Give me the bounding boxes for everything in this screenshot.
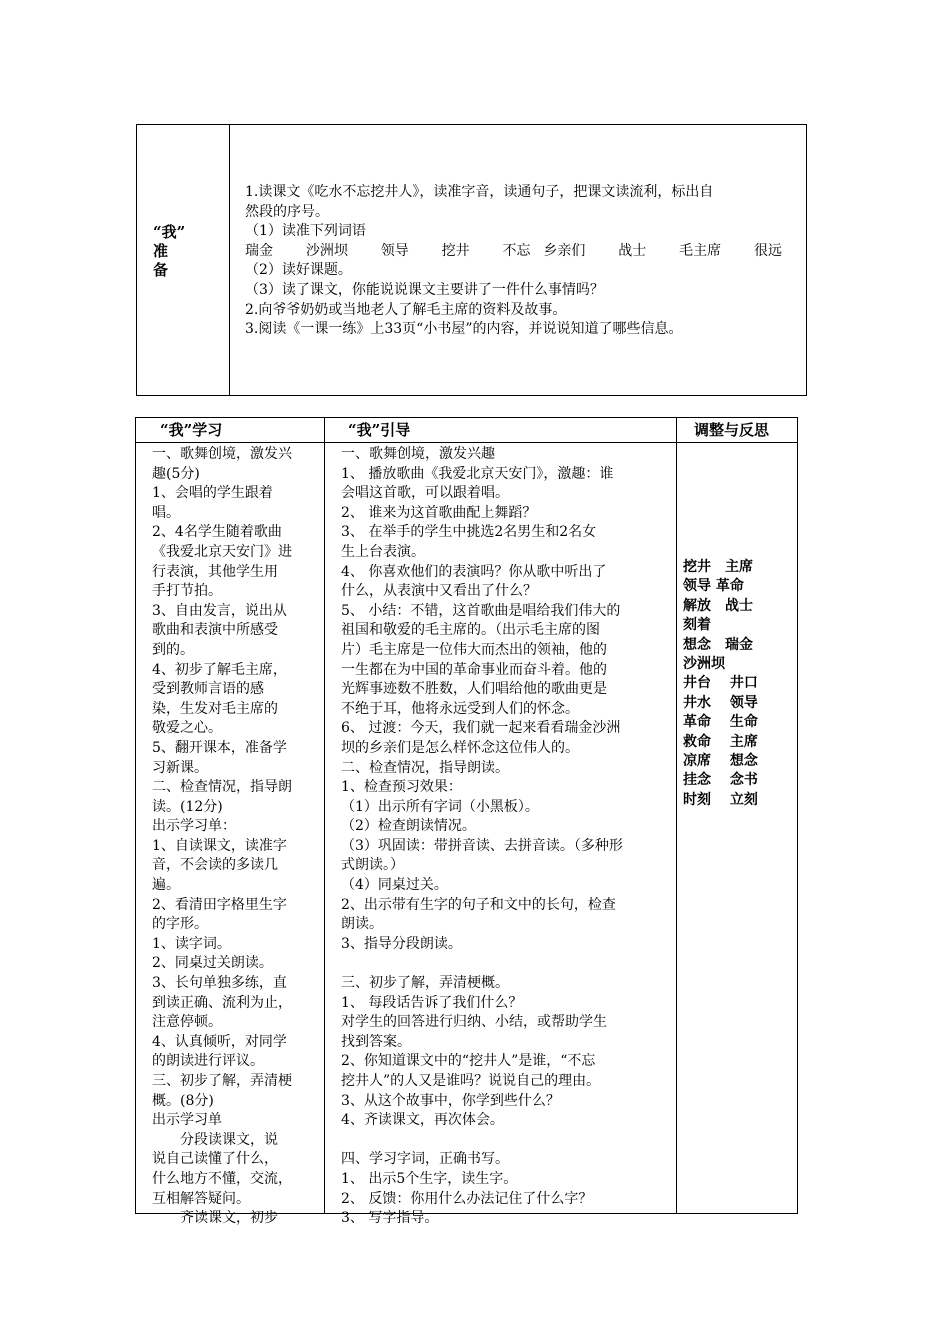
- preparation-label-line: 准: [153, 242, 169, 260]
- learning-line: 2、同桌过关朗读。: [152, 955, 273, 972]
- teacher-guidance-column: [341, 445, 663, 1229]
- vocab-word: 毛主席: [679, 242, 722, 259]
- reflection-word-line: 井台 井口: [683, 675, 758, 692]
- reflection-word-line: 沙洲坝: [683, 656, 725, 673]
- guidance-line: 1、检查预习效果：: [341, 779, 462, 796]
- prep-line: 2.向爷爷奶奶或当地老人了解毛主席的资料及故事。: [245, 301, 567, 318]
- learning-line: 出示学习单：: [152, 818, 236, 835]
- lesson-table: [135, 417, 798, 1227]
- reflection-word-line: 解放 战士: [683, 597, 753, 614]
- column-divider: [324, 418, 325, 1213]
- guidance-line: 会唱这首歌，可以跟着唱。: [341, 485, 509, 502]
- learning-line: 互相解答疑问。: [152, 1190, 250, 1207]
- guidance-line: 6、 过渡：今天，我们就一起来看看瑞金沙洲: [341, 720, 621, 737]
- learning-line: 出示学习单: [152, 1112, 222, 1129]
- guidance-line: [341, 1131, 663, 1151]
- guidance-line: 朗读。: [341, 916, 383, 933]
- guidance-line: 1、 出示5个生字，读生字。: [341, 1170, 518, 1187]
- guidance-line: 二、检查情况，指导朗读。: [341, 759, 509, 776]
- guidance-line: 三、初步了解，弄清梗概。: [341, 975, 509, 992]
- learning-line: 4、初步了解毛主席，: [152, 661, 287, 678]
- vocab-word: 不忘: [502, 242, 531, 259]
- preparation-label-cell: [137, 125, 230, 395]
- reflection-word-line: 领导 革命: [683, 578, 744, 595]
- guidance-line: [341, 954, 663, 974]
- learning-line: 趣(5分): [152, 465, 200, 482]
- guidance-line: 坝的乡亲们是怎么样怀念这位伟人的。: [341, 739, 579, 756]
- learning-line: 行表演，其他学生用: [152, 563, 278, 580]
- guidance-line: 2、出示带有生字的句子和文中的长句，检查: [341, 896, 616, 913]
- reflection-word-line: 刻着: [683, 617, 711, 634]
- learning-line: 染，生发对毛主席的: [152, 700, 278, 717]
- prep-line: 1.读课文《吃水不忘挖井人》，读准字音，读通句子，把课文读流利，标出自: [245, 184, 714, 200]
- guidance-line: 找到答案。: [341, 1033, 411, 1050]
- learning-line: 3、长句单独多练，直: [152, 975, 287, 992]
- learning-line: 三、初步了解，弄清梗: [152, 1073, 292, 1089]
- column-divider: [676, 418, 677, 1213]
- prep-line: 然段的序号。: [245, 203, 329, 220]
- vocabulary-row: [245, 242, 782, 262]
- learning-line: 习新课。: [152, 759, 208, 776]
- learning-line: 手打节拍。: [152, 583, 222, 600]
- guidance-line: 1、 播放歌曲《我爱北京天安门》，激趣：谁: [341, 465, 614, 482]
- learning-line: 齐读课文，初步: [152, 1210, 278, 1227]
- preparation-content: [245, 183, 795, 340]
- guidance-line: 祖国和敬爱的毛主席的。（出示毛主席的图: [341, 622, 600, 639]
- learning-line: 概。(8分): [152, 1092, 214, 1109]
- guidance-line: 3、从这个故事中，你学到些什么？: [341, 1092, 560, 1109]
- learning-line: 1、会唱的学生跟着: [152, 485, 273, 502]
- guidance-line: （3）巩固读：带拼音读、去拼音读。（多种形: [341, 837, 623, 854]
- learning-line: 到读正确、流利为止，: [152, 994, 292, 1011]
- learning-line: 受到教师言语的感: [152, 681, 264, 698]
- vocab-word: 挖井: [441, 242, 470, 259]
- learning-line: 的字形。: [152, 916, 208, 933]
- guidance-line: 对学生的回答进行归纳、小结，或帮助学生: [341, 1014, 607, 1031]
- guidance-line: 2、 谁来为这首歌曲配上舞蹈？: [341, 504, 537, 521]
- guidance-line: 5、 小结：不错，这首歌曲是唱给我们伟大的: [341, 602, 621, 619]
- learning-line: 3、自由发言，说出从: [152, 602, 287, 619]
- learning-line: 歌曲和表演中所感受: [152, 622, 278, 639]
- vocab-word: 很远: [754, 242, 782, 259]
- learning-line: 敬爱之心。: [152, 720, 222, 737]
- guidance-line: 2、 反馈：你用什么办法记住了什么字？: [341, 1190, 593, 1207]
- vocab-word: 战士: [618, 242, 647, 259]
- guidance-line: 光辉事迹数不胜数，人们唱给他的歌曲更是: [341, 681, 607, 698]
- learning-line: 音，不会读的多读几: [152, 857, 278, 874]
- header-adjustment-reflection: 调整与反思: [694, 421, 770, 439]
- learning-line: 二、检查情况，指导朗: [152, 779, 292, 796]
- guidance-line: 不绝于耳，他将永远受到人们的怀念。: [341, 700, 579, 717]
- guidance-line: 片）毛主席是一位伟大而杰出的领袖，他的: [341, 641, 607, 658]
- vocab-word: 领导: [380, 242, 409, 259]
- vocab-word: 瑞金: [245, 242, 273, 259]
- prep-line: （1）读准下列词语: [245, 223, 366, 240]
- reflection-word-line: 救命 主席: [683, 733, 758, 750]
- guidance-line: 式朗读。）: [341, 857, 404, 874]
- guidance-line: （2）检查朗读情况。: [341, 818, 476, 835]
- student-learning-column: [152, 445, 320, 1229]
- learning-line: 读。(12分): [152, 798, 223, 815]
- learning-line: 2、看清田字格里生字: [152, 896, 287, 913]
- learning-line: 5、翻开课本，准备学: [152, 739, 287, 756]
- header-student-learning: “我”学习: [160, 421, 223, 439]
- learning-line: 4、认真倾听，对同学: [152, 1033, 287, 1050]
- reflection-word-line: 时刻 立刻: [683, 791, 758, 808]
- guidance-line: 3、 在举手的学生中挑选2名男生和2名女: [341, 524, 597, 541]
- learning-line: 什么地方不懂，交流，: [152, 1170, 292, 1187]
- learning-line: 《我爱北京天安门》进: [152, 543, 292, 560]
- learning-line: 1、读字词。: [152, 935, 231, 952]
- guidance-line: 什么，从表演中又看出了什么？: [341, 583, 537, 600]
- learning-line: 到的。: [152, 641, 194, 658]
- preparation-box: [136, 124, 807, 396]
- learning-line: 分段读课文，说: [152, 1131, 278, 1148]
- reflection-word-line: 凉席 想念: [683, 753, 758, 770]
- vocab-word: 乡亲们: [543, 242, 586, 259]
- guidance-line: （4）同桌过关。: [341, 877, 448, 894]
- guidance-line: 一生都在为中国的革命事业而奋斗着。他的: [341, 661, 607, 678]
- guidance-line: 挖井人”的人又是谁吗？说说自己的理由。: [341, 1073, 601, 1089]
- reflection-word-line: 挂念 念书: [683, 772, 758, 789]
- guidance-line: （1）出示所有字词（小黑板）。: [341, 798, 539, 815]
- learning-line: 说自己读懂了什么，: [152, 1151, 278, 1168]
- guidance-line: 2、你知道课文中的“挖井人”是谁，“不忘: [341, 1053, 596, 1070]
- reflection-word-line: 想念 瑞金: [683, 636, 753, 653]
- prep-line: 3.阅读《一课一练》上33页“小书屋”的内容，并说说知道了哪些信息。: [245, 321, 683, 338]
- reflection-word-line: 井水 领导: [683, 694, 758, 711]
- learning-line: 一、歌舞创境，激发兴: [152, 446, 292, 462]
- preparation-label-line: 备: [153, 261, 169, 279]
- prep-line: （3）读了课文，你能说说课文主要讲了一件什么事情吗？: [245, 281, 604, 298]
- guidance-line: 4、 你喜欢他们的表演吗？你从歌中听出了: [341, 563, 607, 580]
- prep-line: （2）读好课题。: [245, 262, 352, 279]
- learning-line: 注意停顿。: [152, 1014, 222, 1031]
- learning-line: 遍。: [152, 877, 180, 894]
- preparation-label-line: “我”: [153, 223, 186, 241]
- header-teacher-guidance: “我”引导: [348, 421, 411, 439]
- guidance-line: 4、齐读课文，再次体会。: [341, 1112, 504, 1129]
- vocab-word: 沙洲坝: [305, 242, 348, 259]
- reflection-column: [683, 558, 783, 810]
- guidance-line: 生上台表演。: [341, 543, 425, 560]
- guidance-line: 四、学习字词，正确书写。: [341, 1151, 509, 1168]
- learning-line: 的朗读进行评议。: [152, 1053, 264, 1070]
- learning-line: 唱。: [152, 504, 180, 521]
- guidance-line: 一、歌舞创境，激发兴趣: [341, 446, 495, 462]
- reflection-word-line: 挖井 主席: [683, 559, 753, 575]
- header-divider: [136, 442, 797, 443]
- learning-line: 1、自读课文，读准字: [152, 837, 287, 854]
- guidance-line: 1、 每段话告诉了我们什么？: [341, 994, 523, 1011]
- reflection-word-line: 革命 生命: [683, 714, 758, 731]
- preparation-label: [153, 223, 185, 280]
- guidance-line: 3、 写字指导。: [341, 1210, 439, 1227]
- guidance-line: 3、指导分段朗读。: [341, 935, 462, 952]
- learning-line: 2、4名学生随着歌曲: [152, 524, 282, 541]
